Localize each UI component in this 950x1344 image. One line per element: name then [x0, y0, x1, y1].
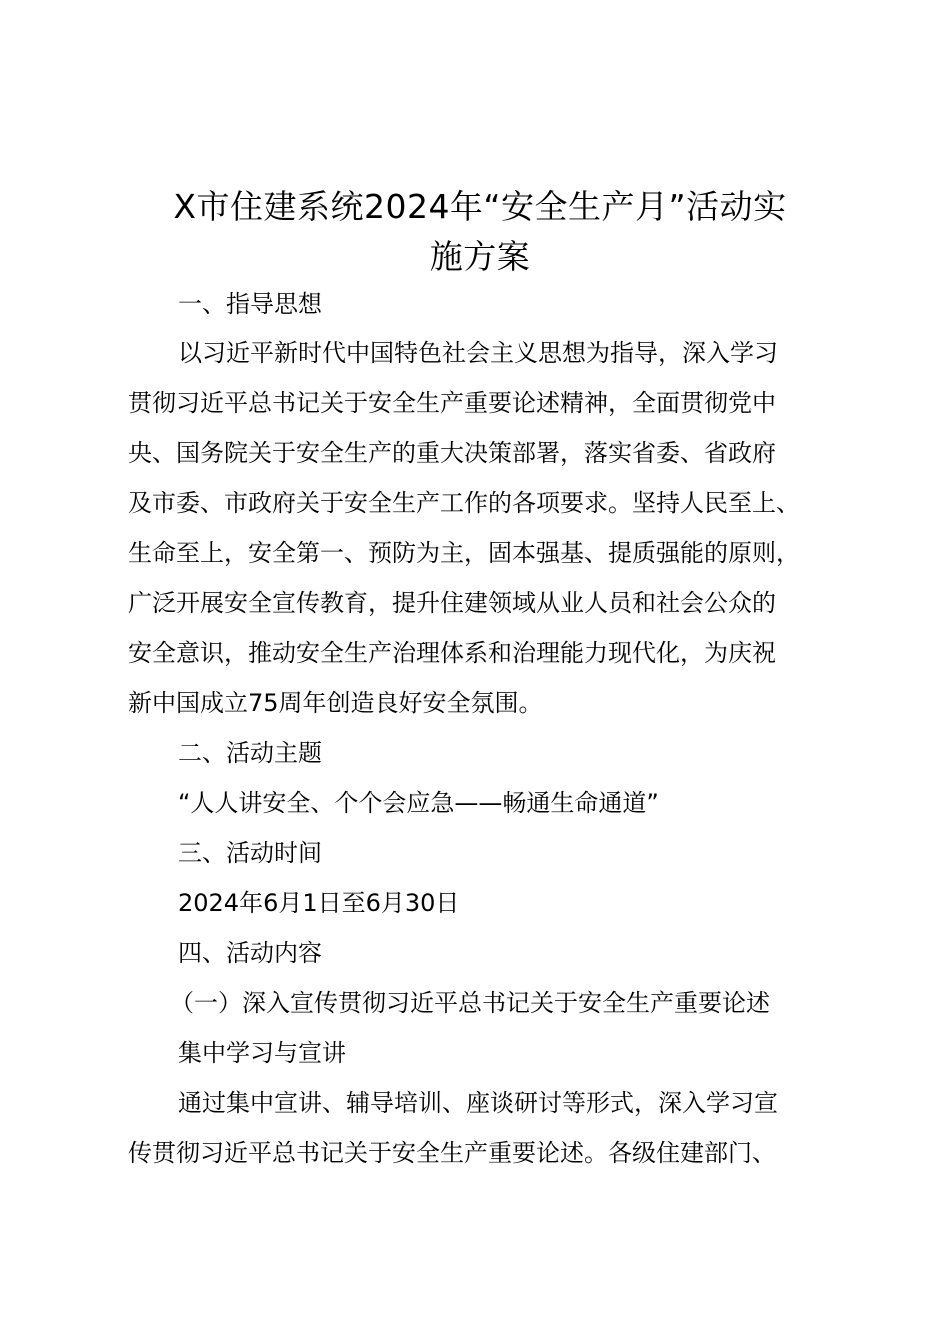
section-heading-guiding-ideology: 一、指导思想 [178, 290, 322, 318]
paragraph-line: 安全意识，推动安全生产治理体系和治理能力现代化，为庆祝 [128, 639, 776, 667]
title-line-1: X市住建系统2024年“安全生产月”活动实 [173, 187, 787, 226]
paragraph-line: 传贯彻习近平总书记关于安全生产重要论述。各级住建部门、 [128, 1139, 776, 1167]
paragraph-line: 及市委、市政府关于安全生产工作的各项要求。坚持人民至上、 [128, 489, 800, 517]
title-line-2: 施方案 [429, 237, 531, 276]
theme-text: “人人讲安全、个个会应急——畅通生命通道” [178, 789, 659, 817]
paragraph-line: 贯彻习近平总书记关于安全生产重要论述精神，全面贯彻党中 [128, 389, 776, 417]
section-heading-theme: 二、活动主题 [178, 739, 322, 767]
document-title [110, 182, 850, 282]
paragraph-line: 生命至上，安全第一、预防为主，固本强基、提质强能的原则， [128, 539, 800, 567]
subsection-heading: （一）深入宣传贯彻习近平总书记关于安全生产重要论述 [170, 989, 770, 1017]
paragraph-line: 新中国成立75周年创造良好安全氛围。 [128, 689, 543, 717]
activity-date-range: 2024年6月1日至6月30日 [178, 889, 460, 917]
paragraph-line: 以习近平新时代中国特色社会主义思想为指导，深入学习 [178, 339, 778, 367]
paragraph-line: 广泛开展安全宣传教育，提升住建领域从业人员和社会公众的 [128, 589, 776, 617]
section-heading-content: 四、活动内容 [178, 939, 322, 967]
paragraph-line: 通过集中宣讲、辅导培训、座谈研讨等形式，深入学习宣 [178, 1089, 778, 1117]
section-heading-time: 三、活动时间 [178, 839, 322, 867]
paragraph-line: 央、国务院关于安全生产的重大决策部署，落实省委、省政府 [128, 439, 776, 467]
item-title: 集中学习与宣讲 [178, 1039, 346, 1067]
